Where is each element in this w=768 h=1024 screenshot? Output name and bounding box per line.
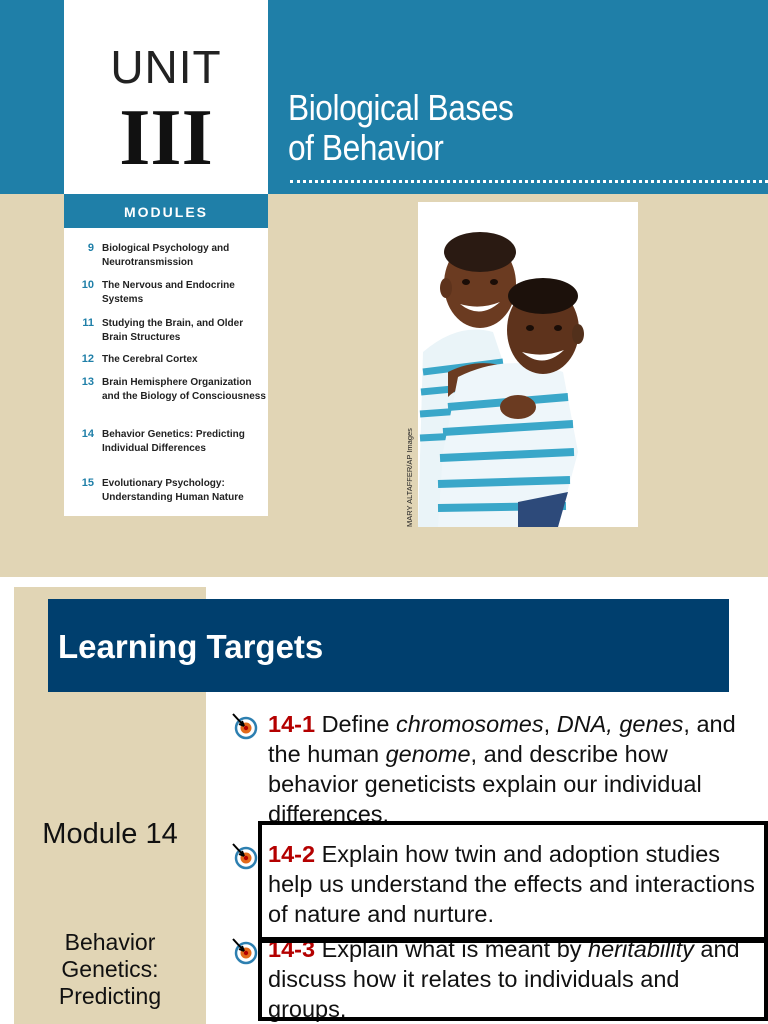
bullseye-arrow-icon <box>230 841 260 871</box>
photo-credit: MARY ALTAFFER/AP Images <box>405 428 414 527</box>
module-number: 11 <box>82 317 94 329</box>
target-id: 14-3 <box>268 936 316 962</box>
unit-word: UNIT <box>110 41 222 93</box>
unit-title-line2: of Behavior <box>288 127 444 168</box>
target-segment: Define <box>315 711 397 737</box>
learning-targets-slide <box>0 577 768 1024</box>
module-title: Biological Psychology and Neurotransmission <box>102 243 230 268</box>
target-text <box>268 709 758 829</box>
modules-list <box>64 228 268 516</box>
unit-title <box>288 88 702 168</box>
module-label: Module 14 <box>42 818 178 850</box>
learning-targets-banner <box>48 599 729 692</box>
module-number: 14 <box>81 428 94 440</box>
cover-photo <box>418 202 638 527</box>
target-segment: and discuss how it relates to individuals and groups. <box>268 936 740 1022</box>
two-boys-illustration <box>418 202 638 527</box>
module-title: Studying the Brain, and Older Brain Structures <box>102 318 244 343</box>
banner-title: Learning Targets <box>58 628 324 665</box>
unit-number: III <box>119 94 213 182</box>
dotted-divider <box>290 180 768 183</box>
module-subtitle: Behavior Genetics: Predicting <box>58 929 162 1009</box>
unit-title-line1: Biological Bases <box>288 87 514 128</box>
highlight-box-14-3 <box>258 939 768 1021</box>
target-term: genome <box>385 741 471 767</box>
unit-card <box>64 0 268 194</box>
module-number: 15 <box>81 477 94 489</box>
bullseye-arrow-icon <box>230 711 260 741</box>
module-number: 10 <box>81 279 94 291</box>
highlight-box-14-2 <box>258 821 768 941</box>
module-number: 12 <box>81 353 94 365</box>
bullseye-arrow-icon <box>230 936 260 966</box>
modules-header: MODULES <box>64 194 268 228</box>
module-title: The Nervous and Endocrine Systems <box>102 280 235 305</box>
module-number: 13 <box>81 376 94 388</box>
target-segment: Explain how twin and adoption studies help us understand the effects and interactions of nature and nurture. <box>268 841 755 927</box>
target-id: 14-2 <box>268 841 316 867</box>
target-segment: Explain what is meant by <box>315 936 589 962</box>
module-title: The Cerebral Cortex <box>102 354 198 365</box>
module-title: Evolutionary Psychology: Understanding Human Nature <box>102 478 244 503</box>
target-id: 14-1 <box>268 711 316 737</box>
module-title: Brain Hemisphere Organization and the Biology of Consciousness <box>102 377 266 402</box>
module-number: 9 <box>87 242 94 254</box>
target-segment: , and describe how behavior geneticists explain our individual differences. <box>268 741 702 827</box>
module-title: Behavior Genetics: Predicting Individual Differences <box>102 429 245 454</box>
target-segment: , and the human <box>268 711 736 767</box>
target-term: DNA, genes <box>556 711 684 737</box>
target-segment: , <box>543 711 557 737</box>
target-term: chromosomes <box>396 711 544 737</box>
target-term: heritability <box>588 936 694 962</box>
